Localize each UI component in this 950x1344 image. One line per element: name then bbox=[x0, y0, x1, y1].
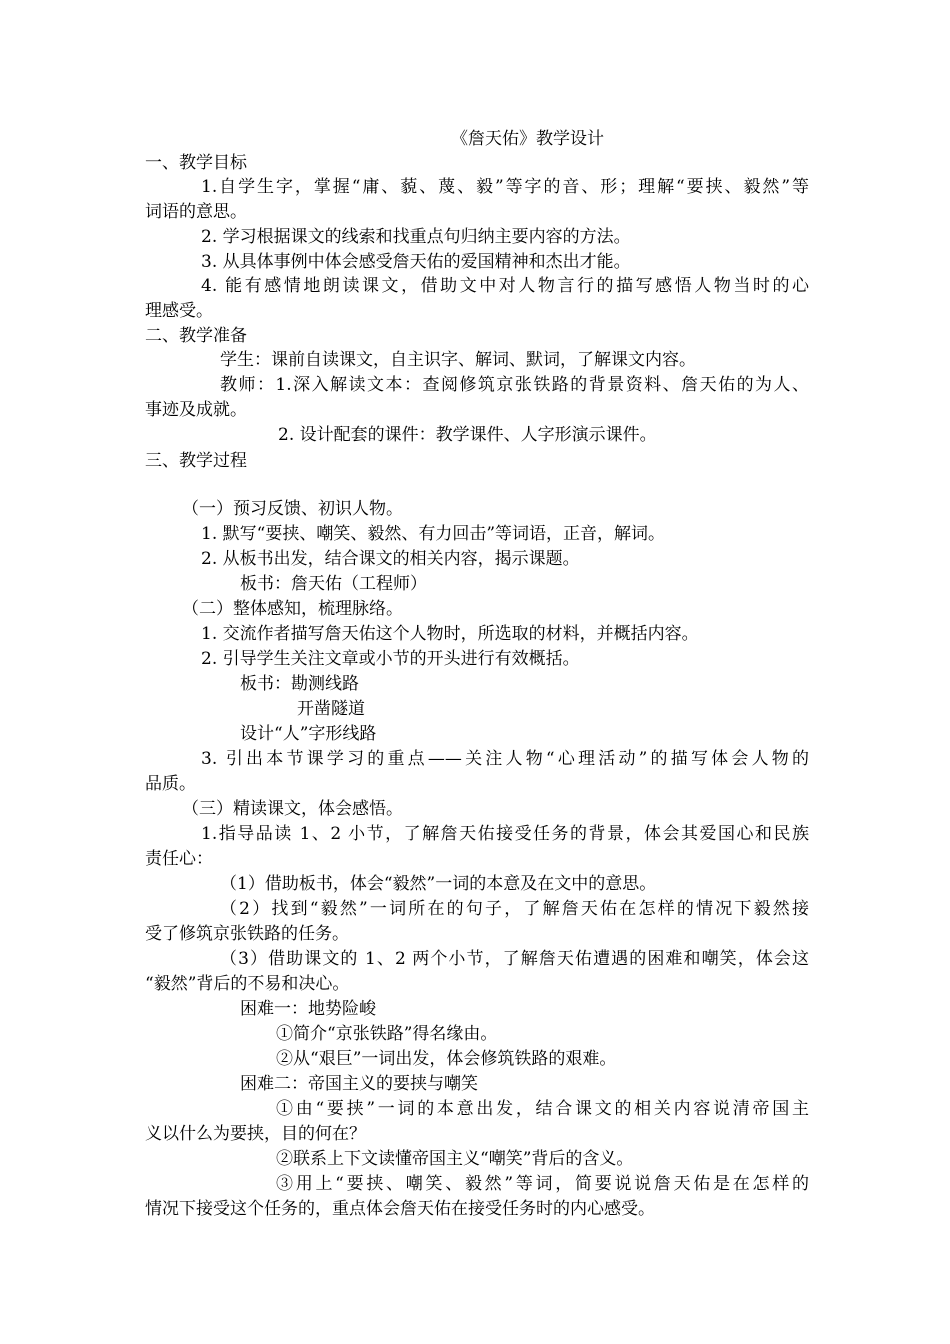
section-heading-goals: 一、教学目标 bbox=[145, 153, 247, 173]
part-2-board-3: 设计“人”字形线路 bbox=[240, 724, 377, 744]
part-3-item-1-line-1: 1.指导品读 1、2 小节，了解詹天佑接受任务的背景，体会其爱国心和民族 bbox=[201, 824, 809, 844]
part-1-item-2: 2. 从板书出发，结合课文的相关内容，揭示课题。 bbox=[201, 549, 580, 569]
part-2-item-1: 1. 交流作者描写詹天佑这个人物时，所选取的材料，并概括内容。 bbox=[201, 624, 699, 644]
difficulty-1-item-1: ①简介“京张铁路”得名缘由。 bbox=[276, 1024, 498, 1044]
difficulty-1-heading: 困难一：地势险峻 bbox=[240, 999, 376, 1019]
part-3-heading: （三）精读课文，体会感悟。 bbox=[182, 799, 403, 819]
prep-teacher-line-2: 事迹及成就。 bbox=[145, 400, 247, 420]
part-1-item-1: 1. 默写“要挟、嘲笑、毅然、有力回击”等词语，正音，解词。 bbox=[201, 524, 666, 544]
part-2-item-2: 2. 引导学生关注文章或小节的开头进行有效概括。 bbox=[201, 649, 580, 669]
part-2-board-1: 板书：勘测线路 bbox=[240, 674, 359, 694]
goal-2: 2. 学习根据课文的线索和找重点句归纳主要内容的方法。 bbox=[201, 227, 631, 247]
part-3-item-1-line-2: 责任心： bbox=[145, 849, 213, 869]
part-2-board-2: 开凿隧道 bbox=[297, 699, 365, 719]
document-title: 《詹天佑》教学设计 bbox=[451, 129, 604, 149]
part-3-sub-2-line-2: 受了修筑京张铁路的任务。 bbox=[145, 924, 349, 944]
difficulty-2-item-2: ②联系上下文读懂帝国主义“嘲笑”背后的含义。 bbox=[276, 1149, 634, 1169]
difficulty-2-item-3-line-2: 情况下接受这个任务的，重点体会詹天佑在接受任务时的内心感受。 bbox=[145, 1199, 655, 1219]
goal-1-line-1: 1.自学生字，掌握“庸、藐、蔑、毅”等字的音、形；理解“要挟、毅然”等 bbox=[201, 177, 809, 197]
section-heading-process: 三、教学过程 bbox=[145, 451, 247, 471]
part-1-heading: （一）预习反馈、初识人物。 bbox=[182, 499, 403, 519]
part-3-sub-3-line-2: “毅然”背后的不易和决心。 bbox=[145, 974, 350, 994]
part-3-sub-2-line-1: （2）找到“毅然”一词所在的句子，了解詹天佑在怎样的情况下毅然接 bbox=[220, 899, 809, 919]
difficulty-2-heading: 困难二：帝国主义的要挟与嘲笑 bbox=[240, 1074, 478, 1094]
part-3-sub-3-line-1: （3）借助课文的 1、2 两个小节，了解詹天佑遭遇的困难和嘲笑，体会这 bbox=[220, 949, 809, 969]
part-1-board: 板书：詹天佑（工程师） bbox=[240, 574, 427, 594]
prep-teacher-2: 2. 设计配套的课件：教学课件、人字形演示课件。 bbox=[278, 425, 657, 445]
goal-4-line-1: 4. 能有感情地朗读课文，借助文中对人物言行的描写感悟人物当时的心 bbox=[201, 276, 809, 296]
goal-1-line-2: 词语的意思。 bbox=[145, 202, 247, 222]
difficulty-2-item-1-line-2: 义以什么为要挟，目的何在？ bbox=[145, 1124, 366, 1144]
part-3-sub-1: （1）借助板书，体会“毅然”一词的本意及在文中的意思。 bbox=[220, 874, 657, 894]
section-heading-preparation: 二、教学准备 bbox=[145, 326, 247, 346]
difficulty-2-item-3-line-1: ③用上“要挟、嘲笑、毅然”等词，简要说说詹天佑是在怎样的 bbox=[276, 1174, 809, 1194]
goal-3: 3. 从具体事例中体会感受詹天佑的爱国精神和杰出才能。 bbox=[201, 252, 631, 272]
difficulty-1-item-2: ②从“艰巨”一词出发，体会修筑铁路的艰难。 bbox=[276, 1049, 617, 1069]
prep-teacher-line-1: 教师：1.深入解读文本：查阅修筑京张铁路的背景资料、詹天佑的为人、 bbox=[220, 375, 809, 395]
part-2-item-3-line-2: 品质。 bbox=[145, 774, 196, 794]
prep-student: 学生：课前自读课文，自主识字、解词、默词，了解课文内容。 bbox=[220, 350, 696, 370]
difficulty-2-item-1-line-1: ①由“要挟”一词的本意出发，结合课文的相关内容说清帝国主 bbox=[276, 1099, 809, 1119]
goal-4-line-2: 理感受。 bbox=[145, 301, 213, 321]
part-2-item-3-line-1: 3. 引出本节课学习的重点——关注人物“心理活动”的描写体会人物的 bbox=[201, 749, 809, 769]
part-2-heading: （二）整体感知，梳理脉络。 bbox=[182, 599, 403, 619]
